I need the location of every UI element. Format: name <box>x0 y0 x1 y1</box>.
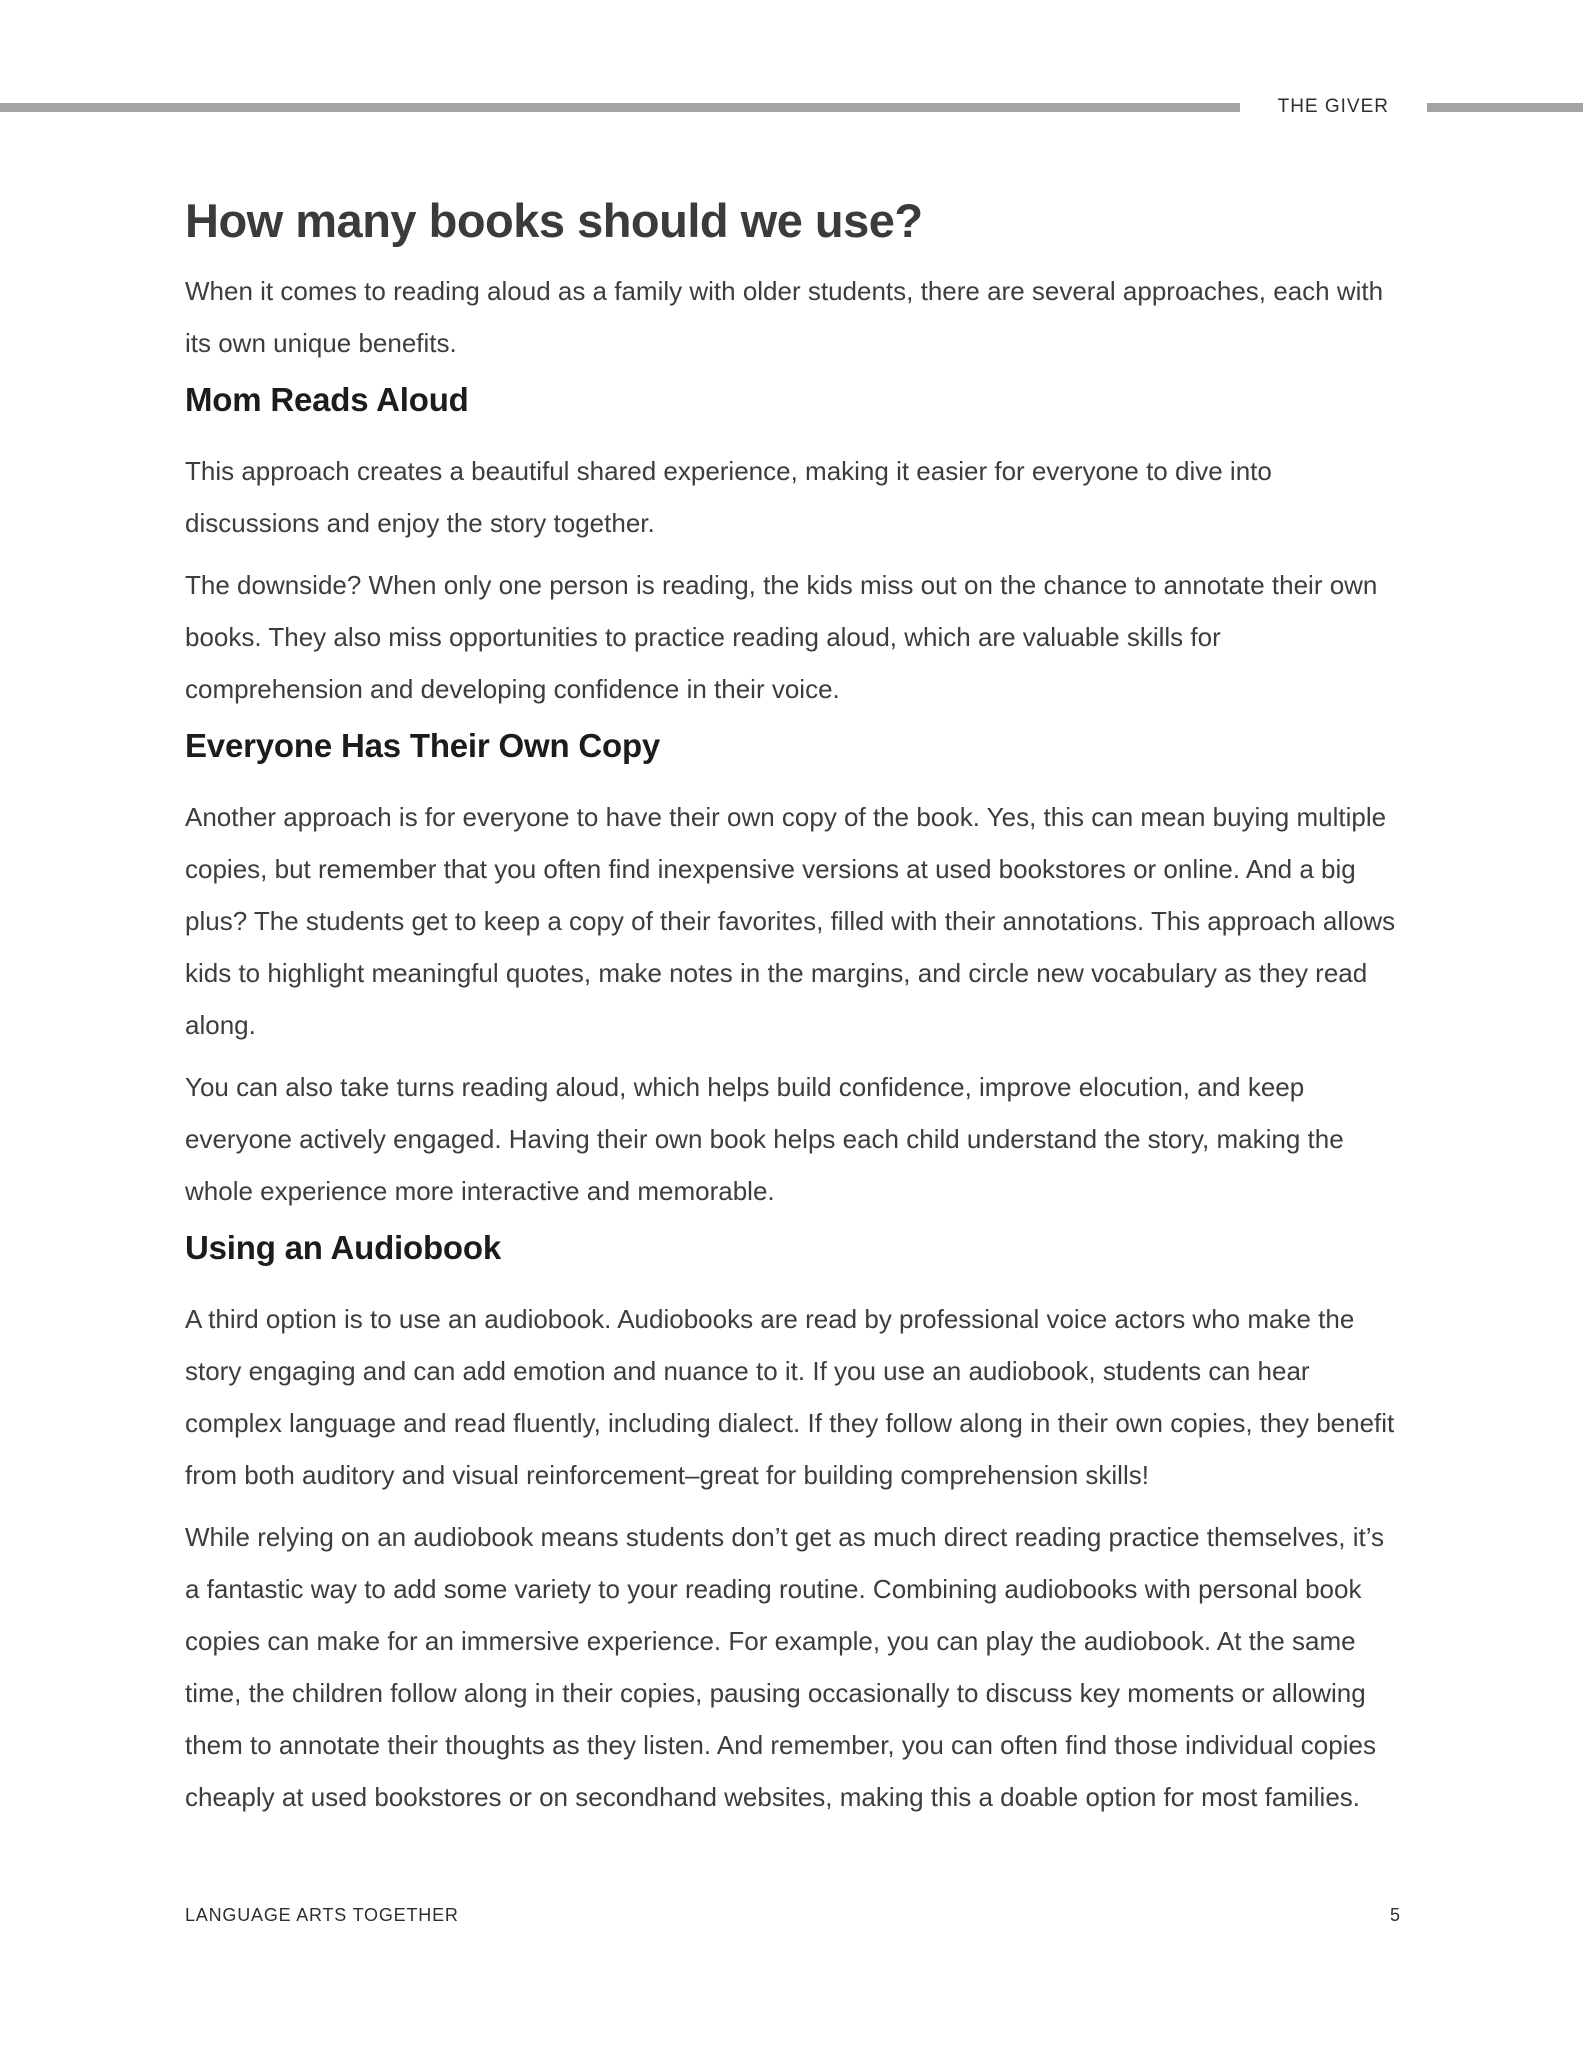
paragraph: You can also take turns reading aloud, which helps build confidence, improve elocution, and keep everyone actively engaged. Having their own book helps each child understand the story, making the whole experience more interactive and memorable. <box>185 1072 1344 1206</box>
page-number: 5 <box>1389 1905 1400 1925</box>
header-rule-right <box>1427 103 1583 112</box>
section-heading-using-an-audiobook: Using an Audiobook <box>185 1229 501 1266</box>
paragraph: The downside? When only one person is reading, the kids miss out on the chance to annotate their own books. They also miss opportunities to practice reading aloud, which are valuable skills for comprehension and developing confidence in their voice. <box>185 570 1378 704</box>
section-heading-mom-reads-aloud: Mom Reads Aloud <box>185 381 469 418</box>
document-body <box>185 0 1400 1833</box>
paragraph: A third option is to use an audiobook. Audiobooks are read by professional voice actors who make the story engaging and can add emotion and nuance to it. If you use an audiobook, students can hear complex language and read fluently, including dialect. If they follow along in their own copies, they benefit from both auditory and visual reinforcement–great for building comprehension skills! <box>185 1304 1395 1490</box>
intro-paragraph: When it comes to reading aloud as a family with older students, there are several approaches, each with its own unique benefits. <box>185 276 1384 358</box>
section-heading-everyone-has-own-copy: Everyone Has Their Own Copy <box>185 727 661 764</box>
page-title: How many books should we use? <box>185 194 923 247</box>
paragraph: Another approach is for everyone to have their own copy of the book. Yes, this can mean buying multiple copies, but remember that you often find inexpensive versions at used bookstores or online. And a big plus? The students get to keep a copy of their favorites, filled with their annotations. This approach allows kids to highlight meaningful quotes, make notes in the margins, and circle new vocabulary as they read along. <box>185 802 1396 1040</box>
header-book-title: THE GIVER <box>1277 96 1389 117</box>
footer-brand: LANGUAGE ARTS TOGETHER <box>185 1905 459 1925</box>
paragraph: While relying on an audiobook means students don’t get as much direct reading practice themselves, it’s a fantastic way to add some variety to your reading routine. Combining audiobooks with personal book copies can make for an immersive experience. For example, you can play the audiobook. At the same time, the children follow along in their copies, pausing occasionally to discuss key moments or allowing them to annotate their thoughts as they listen. And remember, you can often find those individual copies cheaply at used bookstores or on secondhand websites, making this a doable option for most families. <box>185 1522 1385 1812</box>
paragraph: This approach creates a beautiful shared experience, making it easier for everyone to dive into discussions and enjoy the story together. <box>185 456 1272 538</box>
page-footer <box>185 1905 1400 1926</box>
